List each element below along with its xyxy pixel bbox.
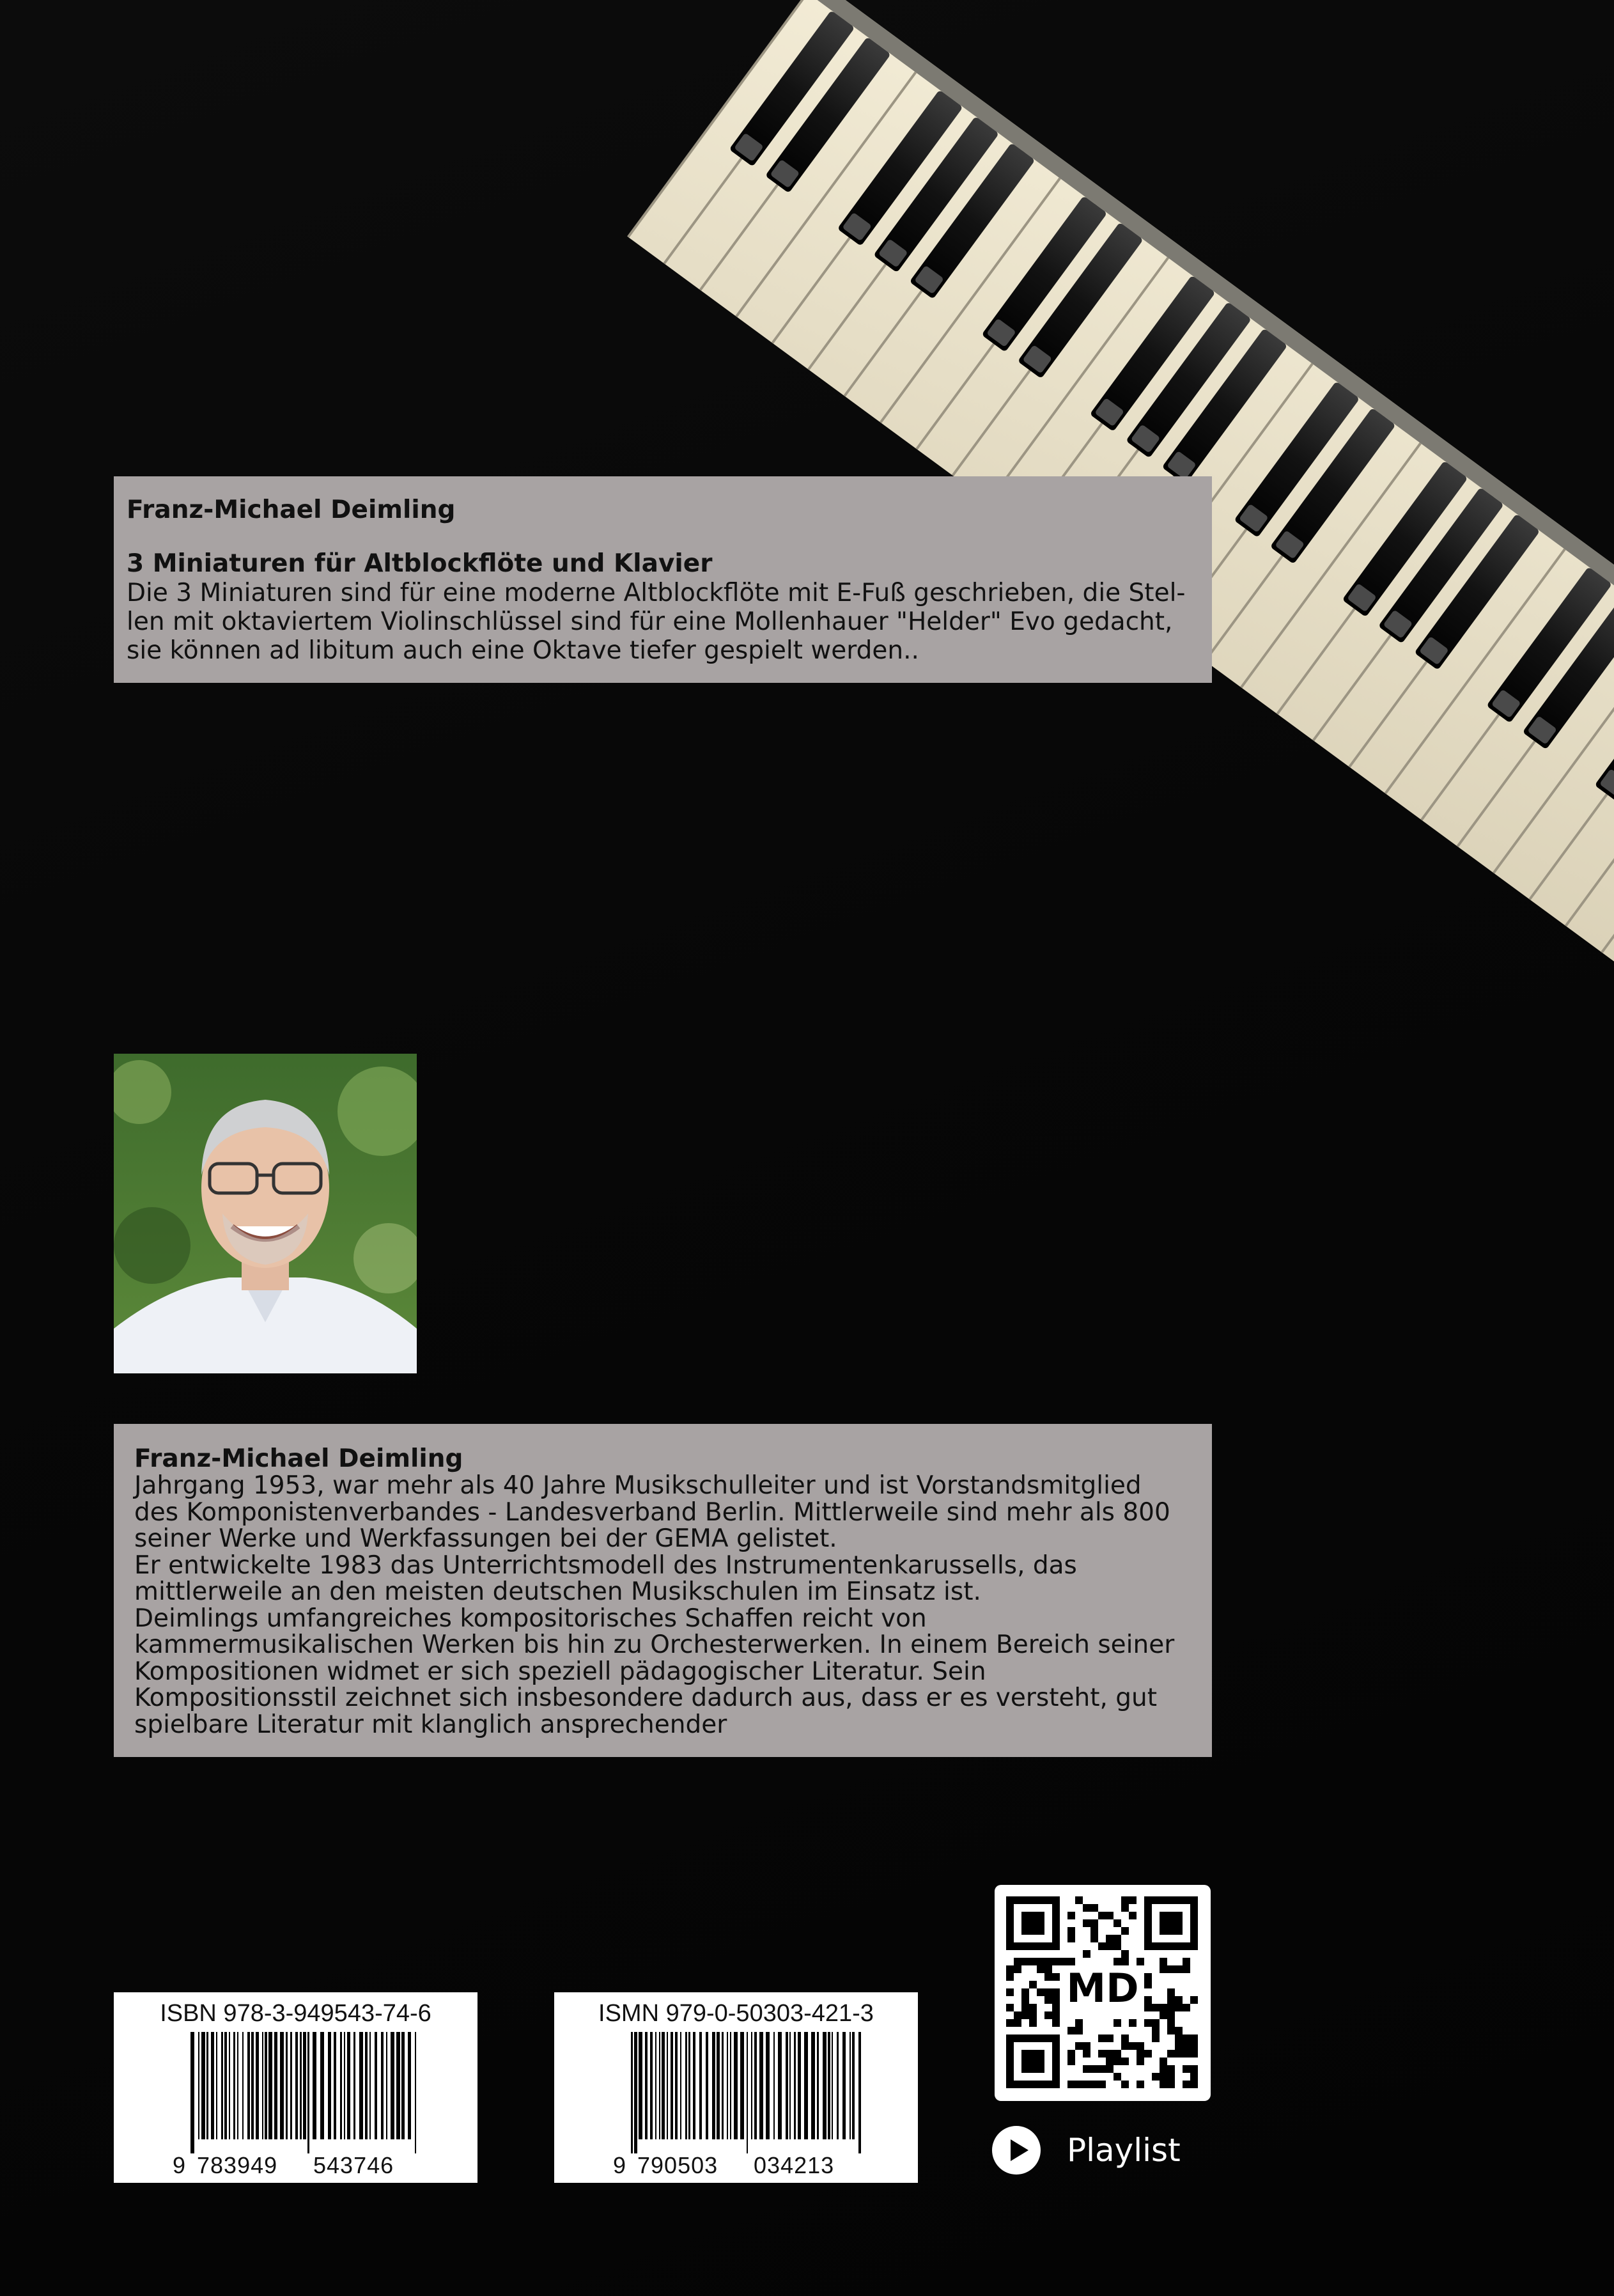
bio-line: Kompositionen widmet er sich speziell pädagogischer Literatur. Sein (134, 1657, 986, 1686)
isbn-bars (190, 2032, 421, 2153)
playlist-label: Playlist (1067, 2132, 1181, 2169)
author-photo (114, 1054, 417, 1373)
playlist-qr-code[interactable] (995, 1885, 1211, 2101)
isbn-digits-left: 783949 (197, 2152, 278, 2178)
ismn-digits-left: 790503 (637, 2152, 718, 2178)
play-icon (991, 2125, 1041, 2175)
info-author: Franz-Michael Deimling (127, 496, 456, 524)
work-description (127, 579, 1199, 665)
isbn-label: ISBN 978-3-949543-74-6 (160, 2000, 431, 2027)
isbn-barcode (114, 1992, 477, 2183)
ismn-lead-digit: 9 (613, 2152, 626, 2178)
bio-author: Franz-Michael Deimling (134, 1444, 463, 1473)
playlist-link[interactable] (991, 2121, 1222, 2179)
bio-line: Kompositionsstil zeichnet sich insbesondere dadurch aus, dass er es versteht, gut (134, 1683, 1158, 1712)
description-line: len mit oktaviertem Violinschlüssel sind für eine Mollenhauer "Helder" Evo gedacht, (127, 607, 1173, 636)
ismn-digits-right: 034213 (754, 2152, 835, 2178)
bio-line: des Komponistenverbandes - Landesverband Berlin. Mittlerweile sind mehr als 800 (134, 1497, 1170, 1527)
isbn-digits-right: 543746 (313, 2152, 394, 2178)
work-title: 3 Miniaturen für Altblockflöte und Klavier (127, 549, 713, 578)
bio-line: seiner Werke und Werkfassungen bei der GEMA gelistet. (134, 1524, 837, 1553)
bio-line: spielbare Literatur mit klanglich ansprechender (134, 1710, 727, 1739)
isbn-lead-digit: 9 (173, 2152, 186, 2178)
ismn-label: ISMN 979-0-50303-421-3 (598, 2000, 874, 2027)
bio-line: Deimlings umfangreiches kompositorisches Schaffen reicht von (134, 1604, 927, 1633)
author-bio-box (114, 1424, 1212, 1757)
ismn-barcode (554, 1992, 918, 2183)
work-info-box (114, 476, 1212, 683)
bio-line: kammermusikalischen Werken bis hin zu Orchesterwerken. In einem Bereich seiner (134, 1630, 1175, 1659)
bio-line: Jahrgang 1953, war mehr als 40 Jahre Musikschulleiter und ist Vorstandsmitglied (134, 1471, 1142, 1500)
qr-logo: MD (1066, 1965, 1139, 2011)
description-line: sie können ad libitum auch eine Oktave tiefer gespielt werden.. (127, 636, 919, 665)
bio-line: mittlerweile an den meisten deutschen Musikschulen im Einsatz ist. (134, 1577, 981, 1606)
ismn-bars (631, 2032, 861, 2153)
bio-text (134, 1472, 1191, 1738)
description-line: Die 3 Miniaturen sind für eine moderne Altblockflöte mit E-Fuß geschrieben, die Stel- (127, 579, 1186, 607)
bio-line: Er entwickelte 1983 das Unterrichtsmodell des Instrumentenkarussells, das (134, 1550, 1077, 1580)
